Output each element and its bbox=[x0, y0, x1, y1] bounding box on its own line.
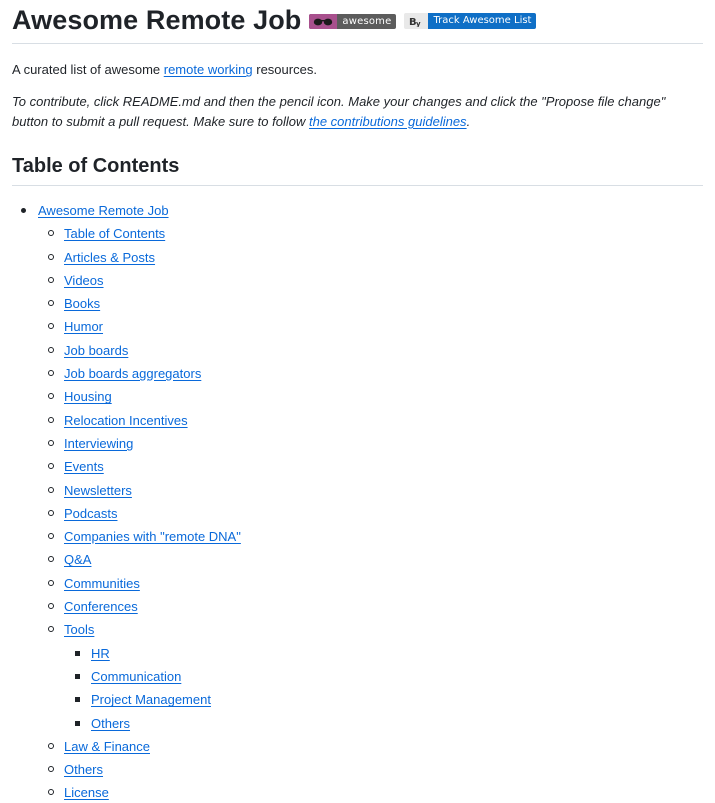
list-item bbox=[64, 690, 703, 710]
toc-link[interactable]: Housing bbox=[64, 389, 112, 405]
toc-link[interactable]: Project Management bbox=[91, 692, 211, 708]
list-item bbox=[64, 714, 703, 734]
intro-suffix: resources. bbox=[252, 62, 317, 77]
page-title: Awesome Remote Job bbox=[12, 5, 302, 35]
title-row bbox=[12, 0, 703, 40]
toc-link[interactable]: Relocation Incentives bbox=[64, 412, 188, 428]
list-item bbox=[38, 504, 703, 524]
toc-list bbox=[12, 201, 703, 803]
contribute-suffix: . bbox=[466, 114, 471, 129]
toc-heading: Table of Contents bbox=[12, 155, 180, 177]
list-item bbox=[38, 550, 703, 570]
track-awesome-list-badge[interactable] bbox=[404, 13, 536, 29]
toc-link[interactable]: Articles & Posts bbox=[64, 249, 156, 265]
list-item bbox=[38, 271, 703, 291]
list-item bbox=[38, 434, 703, 454]
svg-text:y: y bbox=[416, 20, 422, 27]
toc-link[interactable]: Events bbox=[64, 459, 104, 475]
toc-link[interactable]: Table of Contents bbox=[64, 226, 166, 242]
toc-link-awesome-remote-job[interactable]: Awesome Remote Job bbox=[38, 203, 169, 218]
list-item bbox=[38, 527, 703, 547]
toc-link[interactable]: HR bbox=[91, 645, 110, 661]
list-item bbox=[38, 248, 703, 268]
list-item bbox=[38, 224, 703, 244]
intro-prefix: A curated list of awesome bbox=[12, 62, 164, 77]
list-item bbox=[38, 364, 703, 384]
list-item bbox=[38, 294, 703, 314]
track-badge-label: Track Awesome List bbox=[428, 13, 536, 29]
list-item bbox=[38, 620, 703, 733]
list-item bbox=[64, 644, 703, 664]
toc-link[interactable]: Newsletters bbox=[64, 482, 132, 498]
svg-text:B: B bbox=[409, 17, 418, 27]
title-divider bbox=[12, 43, 703, 44]
toc-sublist bbox=[38, 224, 703, 803]
toc-link-tools[interactable]: Tools bbox=[64, 622, 95, 638]
toc-link[interactable]: Communication bbox=[91, 668, 182, 684]
list-item bbox=[64, 667, 703, 687]
toc-link[interactable]: License bbox=[64, 785, 109, 801]
list-item bbox=[38, 387, 703, 407]
toc-link[interactable]: Books bbox=[64, 296, 101, 312]
toc-root-item bbox=[12, 201, 703, 803]
list-item bbox=[38, 411, 703, 431]
contribute-text: To contribute, click README.md and then the pencil icon. Make your changes and click the "Propose file change" button to submit a pull request. Make sure to follow bbox=[12, 94, 666, 129]
ta-logo-icon bbox=[404, 13, 428, 29]
toc-link[interactable]: Humor bbox=[64, 319, 104, 335]
toc-link[interactable]: Others bbox=[64, 762, 104, 778]
awesome-badge[interactable] bbox=[309, 14, 396, 29]
list-item bbox=[38, 574, 703, 594]
sunglasses-icon bbox=[309, 14, 337, 29]
list-item bbox=[38, 341, 703, 361]
contributions-guidelines-link[interactable]: the contributions guidelines bbox=[309, 114, 467, 129]
list-item bbox=[38, 481, 703, 501]
toc-link[interactable]: Others bbox=[91, 715, 131, 731]
list-item bbox=[38, 783, 703, 803]
toc-link[interactable]: Q&A bbox=[64, 552, 92, 568]
toc-link[interactable]: Videos bbox=[64, 272, 104, 288]
toc-link[interactable]: Job boards bbox=[64, 342, 129, 358]
toc-link[interactable]: Interviewing bbox=[64, 435, 134, 451]
toc-divider bbox=[12, 185, 703, 186]
list-item bbox=[38, 597, 703, 617]
list-item bbox=[38, 457, 703, 477]
toc-link[interactable]: Job boards aggregators bbox=[64, 366, 202, 382]
list-item bbox=[38, 317, 703, 337]
toc-link[interactable]: Communities bbox=[64, 575, 140, 591]
toc-link[interactable]: Podcasts bbox=[64, 505, 118, 521]
toc-link[interactable]: Law & Finance bbox=[64, 738, 150, 754]
list-item bbox=[38, 760, 703, 780]
intro-paragraph bbox=[12, 60, 703, 80]
remote-working-link[interactable]: remote working bbox=[163, 62, 253, 77]
toc-link[interactable]: Companies with "remote DNA" bbox=[64, 529, 241, 545]
awesome-badge-label: awesome bbox=[342, 15, 392, 27]
tools-sublist bbox=[64, 644, 703, 734]
list-item bbox=[38, 737, 703, 757]
contribute-paragraph bbox=[12, 92, 703, 132]
toc-link[interactable]: Conferences bbox=[64, 599, 138, 615]
